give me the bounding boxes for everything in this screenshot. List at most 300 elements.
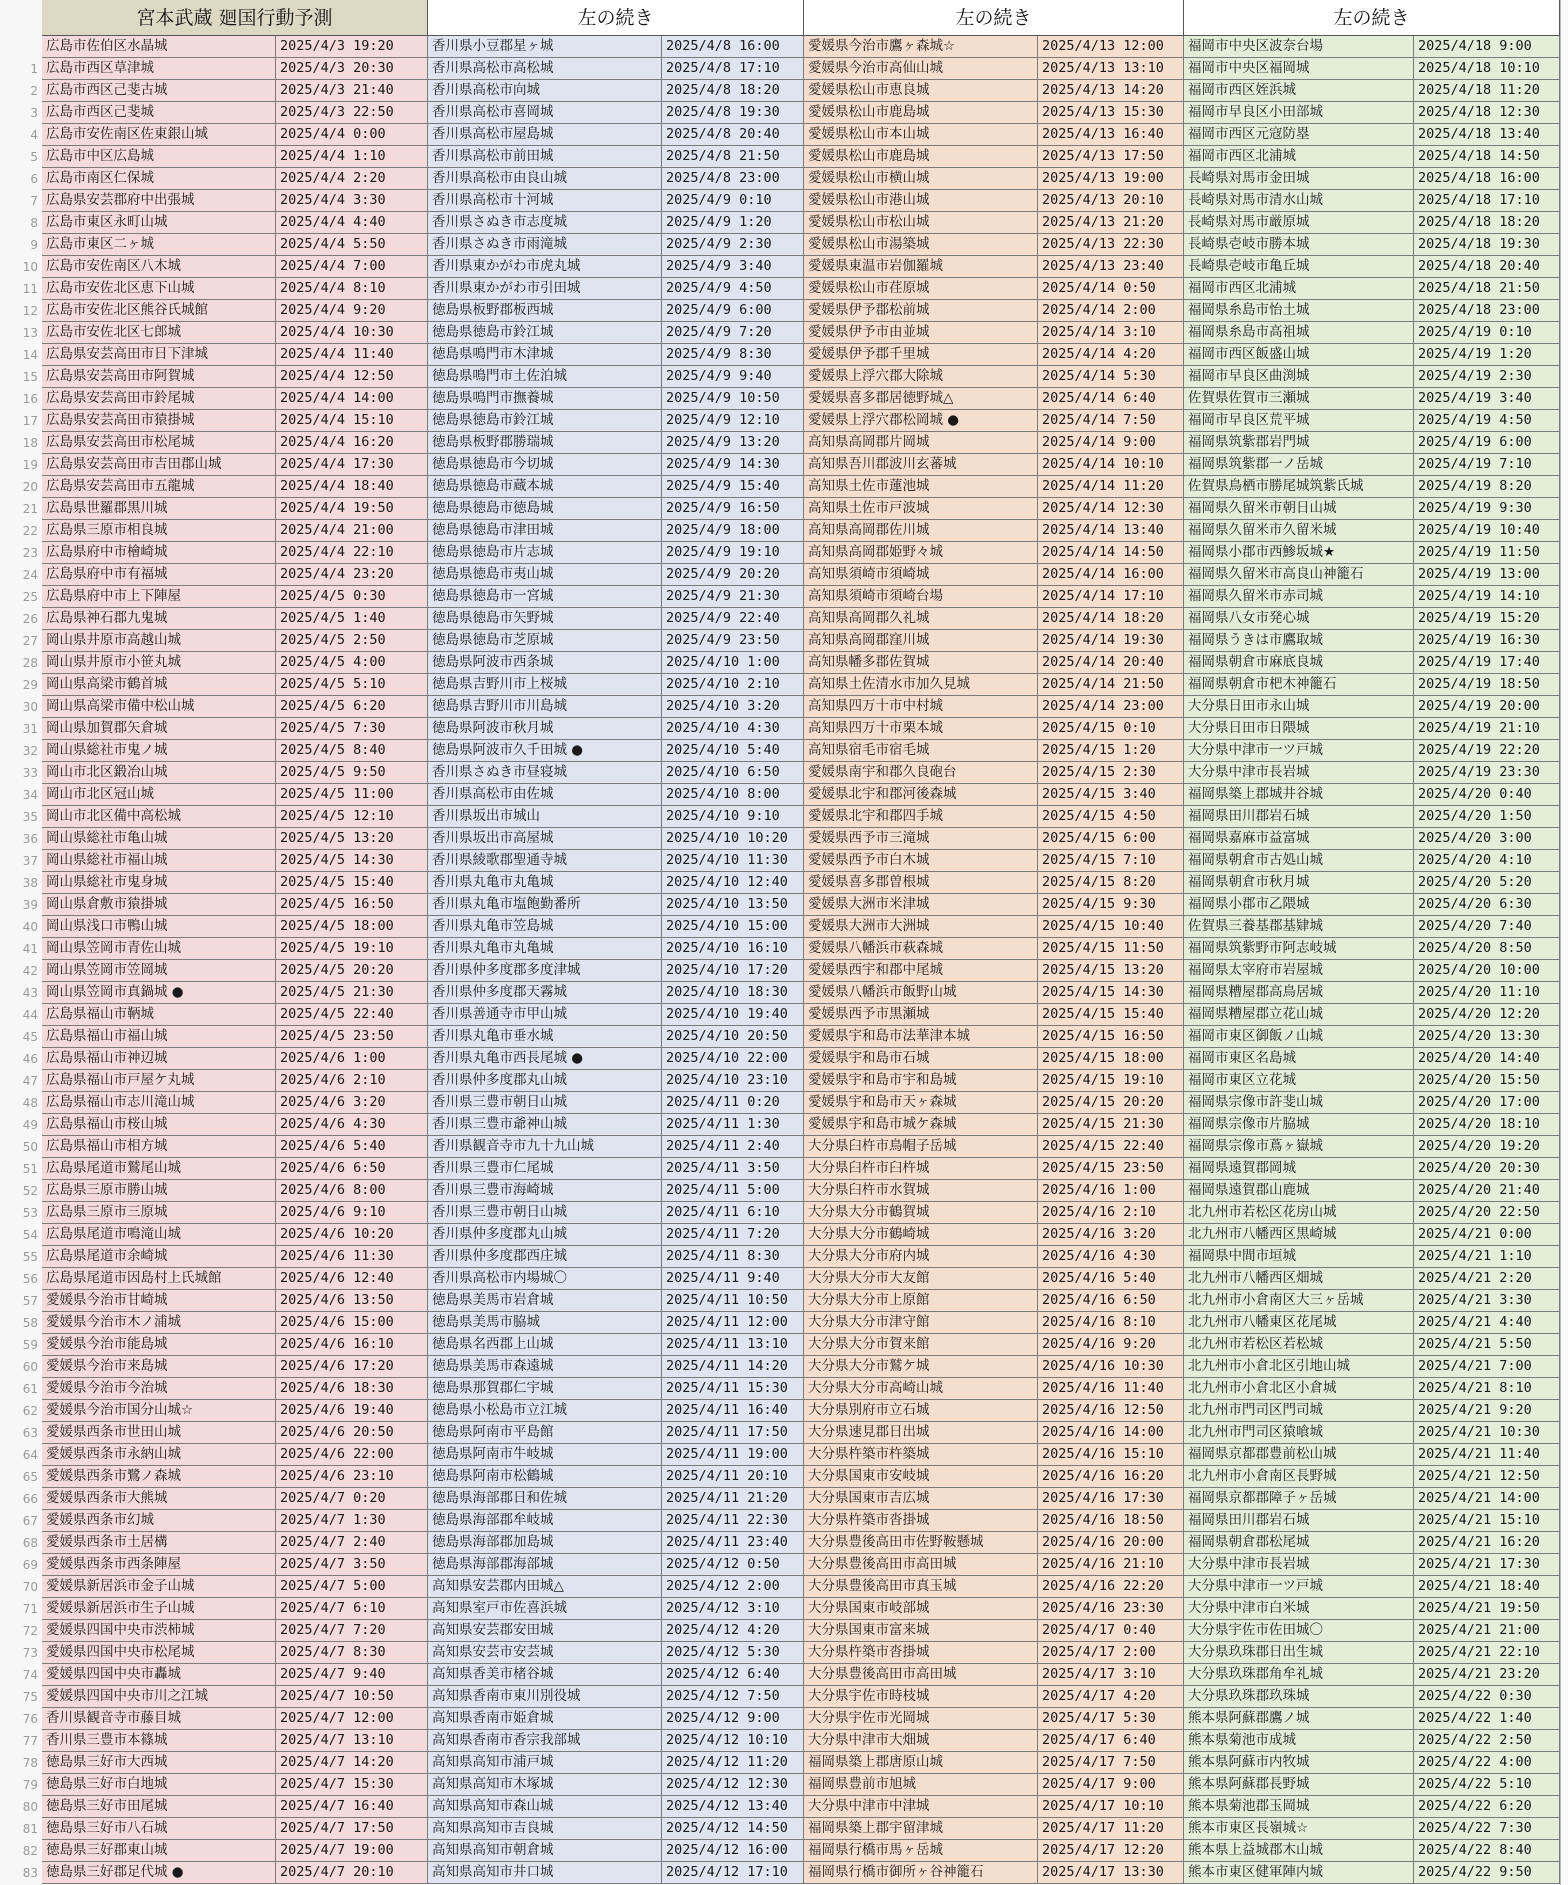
datetime-cell[interactable]: 2025/4/14 7:50 (1038, 410, 1184, 432)
datetime-cell[interactable]: 2025/4/9 8:30 (662, 344, 804, 366)
datetime-cell[interactable]: 2025/4/21 2:20 (1414, 1268, 1560, 1290)
datetime-cell[interactable]: 2025/4/12 2:00 (662, 1576, 804, 1598)
castle-name-cell[interactable]: 広島県福山市福山城 (42, 1026, 276, 1048)
castle-name-cell[interactable]: 岡山県高梁市備中松山城 (42, 696, 276, 718)
datetime-cell[interactable]: 2025/4/16 12:50 (1038, 1400, 1184, 1422)
datetime-cell[interactable]: 2025/4/13 17:50 (1038, 146, 1184, 168)
datetime-cell[interactable]: 2025/4/13 14:20 (1038, 80, 1184, 102)
castle-name-cell[interactable]: 高知県安芸市安芸城 (428, 1642, 662, 1664)
castle-name-cell[interactable]: 大分県大分市賀来館 (804, 1334, 1038, 1356)
castle-name-cell[interactable]: 高知県高知市朝倉城 (428, 1840, 662, 1862)
datetime-cell[interactable]: 2025/4/17 9:00 (1038, 1774, 1184, 1796)
castle-name-cell[interactable]: 広島県安芸高田市猿掛城 (42, 410, 276, 432)
castle-name-cell[interactable]: 福岡県行橋市馬ヶ岳城 (804, 1840, 1038, 1862)
castle-name-cell[interactable]: 愛媛県西予市三滝城 (804, 828, 1038, 850)
datetime-cell[interactable]: 2025/4/6 5:40 (276, 1136, 428, 1158)
castle-name-cell[interactable]: 広島市安佐北区恵下山城 (42, 278, 276, 300)
datetime-cell[interactable]: 2025/4/16 4:30 (1038, 1246, 1184, 1268)
castle-name-cell[interactable]: 徳島県徳島市蔵本城 (428, 476, 662, 498)
castle-name-cell[interactable]: 岡山県総社市鬼身城 (42, 872, 276, 894)
datetime-cell[interactable]: 2025/4/17 10:10 (1038, 1796, 1184, 1818)
castle-name-cell[interactable]: 福岡市西区飯盛山城 (1184, 344, 1414, 366)
castle-name-cell[interactable]: 福岡県田川郡岩石城 (1184, 1510, 1414, 1532)
datetime-cell[interactable]: 2025/4/15 8:20 (1038, 872, 1184, 894)
castle-name-cell[interactable]: 香川県仲多度郡丸山城 (428, 1070, 662, 1092)
datetime-cell[interactable]: 2025/4/13 23:40 (1038, 256, 1184, 278)
datetime-cell[interactable]: 2025/4/19 1:20 (1414, 344, 1560, 366)
castle-name-cell[interactable]: 高知県須崎市須崎城 (804, 564, 1038, 586)
castle-name-cell[interactable]: 大分県国東市安岐城 (804, 1466, 1038, 1488)
datetime-cell[interactable]: 2025/4/10 1:00 (662, 652, 804, 674)
datetime-cell[interactable]: 2025/4/21 16:20 (1414, 1532, 1560, 1554)
datetime-cell[interactable]: 2025/4/4 16:20 (276, 432, 428, 454)
datetime-cell[interactable]: 2025/4/15 14:30 (1038, 982, 1184, 1004)
castle-name-cell[interactable]: 徳島県海部郡加島城 (428, 1532, 662, 1554)
castle-name-cell[interactable]: 香川県三豊市本篠城 (42, 1730, 276, 1752)
castle-name-cell[interactable]: 大分県別府市立石城 (804, 1400, 1038, 1422)
castle-name-cell[interactable]: 福岡市東区名島城 (1184, 1048, 1414, 1070)
datetime-cell[interactable]: 2025/4/21 14:00 (1414, 1488, 1560, 1510)
datetime-cell[interactable]: 2025/4/6 9:10 (276, 1202, 428, 1224)
castle-name-cell[interactable]: 徳島県徳島市芝原城 (428, 630, 662, 652)
datetime-cell[interactable]: 2025/4/16 22:20 (1038, 1576, 1184, 1598)
datetime-cell[interactable]: 2025/4/14 18:20 (1038, 608, 1184, 630)
datetime-cell[interactable]: 2025/4/22 9:50 (1414, 1862, 1560, 1884)
castle-name-cell[interactable]: 福岡県豊前市旭城 (804, 1774, 1038, 1796)
datetime-cell[interactable]: 2025/4/9 12:10 (662, 410, 804, 432)
datetime-cell[interactable]: 2025/4/15 9:30 (1038, 894, 1184, 916)
datetime-cell[interactable]: 2025/4/4 2:20 (276, 168, 428, 190)
datetime-cell[interactable]: 2025/4/19 0:10 (1414, 322, 1560, 344)
castle-name-cell[interactable]: 大分県大分市津守館 (804, 1312, 1038, 1334)
datetime-cell[interactable]: 2025/4/18 17:10 (1414, 190, 1560, 212)
datetime-cell[interactable]: 2025/4/21 18:40 (1414, 1576, 1560, 1598)
castle-name-cell[interactable]: 香川県高松市内場城〇 (428, 1268, 662, 1290)
datetime-cell[interactable]: 2025/4/6 3:20 (276, 1092, 428, 1114)
datetime-cell[interactable]: 2025/4/19 18:50 (1414, 674, 1560, 696)
datetime-cell[interactable]: 2025/4/22 1:40 (1414, 1708, 1560, 1730)
datetime-cell[interactable]: 2025/4/16 10:30 (1038, 1356, 1184, 1378)
castle-name-cell[interactable]: 大分県豊後高田市高田城 (804, 1664, 1038, 1686)
castle-name-cell[interactable]: 福岡県小郡市乙隈城 (1184, 894, 1414, 916)
castle-name-cell[interactable]: 福岡県中間市垣城 (1184, 1246, 1414, 1268)
castle-name-cell[interactable]: 徳島県三好郡東山城 (42, 1840, 276, 1862)
castle-name-cell[interactable]: 香川県善通寺市甲山城 (428, 1004, 662, 1026)
datetime-cell[interactable]: 2025/4/12 0:50 (662, 1554, 804, 1576)
castle-name-cell[interactable]: 長崎県対馬市厳原城 (1184, 212, 1414, 234)
datetime-cell[interactable]: 2025/4/19 3:40 (1414, 388, 1560, 410)
datetime-cell[interactable]: 2025/4/4 17:30 (276, 454, 428, 476)
castle-name-cell[interactable]: 高知県土佐市戸波城 (804, 498, 1038, 520)
castle-name-cell[interactable]: 徳島県三好市大西城 (42, 1752, 276, 1774)
castle-name-cell[interactable]: 愛媛県東温市岩伽羅城 (804, 256, 1038, 278)
datetime-cell[interactable]: 2025/4/22 8:40 (1414, 1840, 1560, 1862)
datetime-cell[interactable]: 2025/4/4 9:20 (276, 300, 428, 322)
datetime-cell[interactable]: 2025/4/18 10:10 (1414, 58, 1560, 80)
datetime-cell[interactable]: 2025/4/15 3:40 (1038, 784, 1184, 806)
datetime-cell[interactable]: 2025/4/4 3:30 (276, 190, 428, 212)
datetime-cell[interactable]: 2025/4/16 14:00 (1038, 1422, 1184, 1444)
castle-name-cell[interactable]: 愛媛県今治市国分山城☆ (42, 1400, 276, 1422)
datetime-cell[interactable]: 2025/4/6 20:50 (276, 1422, 428, 1444)
datetime-cell[interactable]: 2025/4/14 12:30 (1038, 498, 1184, 520)
datetime-cell[interactable]: 2025/4/9 9:40 (662, 366, 804, 388)
castle-name-cell[interactable]: 愛媛県伊予郡千里城 (804, 344, 1038, 366)
datetime-cell[interactable]: 2025/4/7 17:50 (276, 1818, 428, 1840)
datetime-cell[interactable]: 2025/4/13 19:00 (1038, 168, 1184, 190)
castle-name-cell[interactable]: 広島市東区二ヶ城 (42, 234, 276, 256)
datetime-cell[interactable]: 2025/4/16 15:10 (1038, 1444, 1184, 1466)
datetime-cell[interactable]: 2025/4/21 15:10 (1414, 1510, 1560, 1532)
castle-name-cell[interactable]: 徳島県阿波市西条城 (428, 652, 662, 674)
castle-name-cell[interactable]: 香川県小豆郡星ヶ城 (428, 36, 662, 58)
castle-name-cell[interactable]: 広島県尾道市鳴滝山城 (42, 1224, 276, 1246)
datetime-cell[interactable]: 2025/4/9 23:50 (662, 630, 804, 652)
castle-name-cell[interactable]: 徳島県海部郡海部城 (428, 1554, 662, 1576)
castle-name-cell[interactable]: 愛媛県四国中央市松尾城 (42, 1642, 276, 1664)
castle-name-cell[interactable]: 香川県さぬき市志度城 (428, 212, 662, 234)
castle-name-cell[interactable]: 香川県仲多度郡丸山城 (428, 1224, 662, 1246)
datetime-cell[interactable]: 2025/4/20 13:30 (1414, 1026, 1560, 1048)
castle-name-cell[interactable]: 愛媛県宇和島市宇和島城 (804, 1070, 1038, 1092)
castle-name-cell[interactable]: 福岡県筑紫郡岩門城 (1184, 432, 1414, 454)
datetime-cell[interactable]: 2025/4/15 6:00 (1038, 828, 1184, 850)
castle-name-cell[interactable]: 大分県大分市鶴崎城 (804, 1224, 1038, 1246)
castle-name-cell[interactable]: 福岡県筑紫郡一ノ岳城 (1184, 454, 1414, 476)
datetime-cell[interactable]: 2025/4/15 15:40 (1038, 1004, 1184, 1026)
datetime-cell[interactable]: 2025/4/22 4:00 (1414, 1752, 1560, 1774)
castle-name-cell[interactable]: 徳島県徳島市鈴江城 (428, 410, 662, 432)
datetime-cell[interactable]: 2025/4/16 21:10 (1038, 1554, 1184, 1576)
castle-name-cell[interactable]: 広島県世羅郡黒川城 (42, 498, 276, 520)
datetime-cell[interactable]: 2025/4/4 1:10 (276, 146, 428, 168)
datetime-cell[interactable]: 2025/4/12 13:40 (662, 1796, 804, 1818)
castle-name-cell[interactable]: 大分県中津市一ツ戸城 (1184, 1576, 1414, 1598)
datetime-cell[interactable]: 2025/4/7 14:20 (276, 1752, 428, 1774)
datetime-cell[interactable]: 2025/4/20 1:50 (1414, 806, 1560, 828)
datetime-cell[interactable]: 2025/4/9 18:00 (662, 520, 804, 542)
castle-name-cell[interactable]: 高知県高岡郡佐川城 (804, 520, 1038, 542)
castle-name-cell[interactable]: 岡山県浅口市鴨山城 (42, 916, 276, 938)
castle-name-cell[interactable]: 北九州市若松区花房山城 (1184, 1202, 1414, 1224)
castle-name-cell[interactable]: 徳島県徳島市一宮城 (428, 586, 662, 608)
datetime-cell[interactable]: 2025/4/8 19:30 (662, 102, 804, 124)
castle-name-cell[interactable]: 愛媛県松山市鹿島城 (804, 102, 1038, 124)
castle-name-cell[interactable]: 大分県豊後高田市佐野鞍懸城 (804, 1532, 1038, 1554)
castle-name-cell[interactable]: 大分県宇佐市光岡城 (804, 1708, 1038, 1730)
datetime-cell[interactable]: 2025/4/11 3:50 (662, 1158, 804, 1180)
castle-name-cell[interactable]: 徳島県吉野川市川島城 (428, 696, 662, 718)
castle-name-cell[interactable]: 徳島県名西郡上山城 (428, 1334, 662, 1356)
datetime-cell[interactable]: 2025/4/21 0:00 (1414, 1224, 1560, 1246)
datetime-cell[interactable]: 2025/4/4 10:30 (276, 322, 428, 344)
castle-name-cell[interactable]: 徳島県徳島市夷山城 (428, 564, 662, 586)
castle-name-cell[interactable]: 大分県臼杵市水賀城 (804, 1180, 1038, 1202)
datetime-cell[interactable]: 2025/4/18 19:30 (1414, 234, 1560, 256)
datetime-cell[interactable]: 2025/4/6 4:30 (276, 1114, 428, 1136)
datetime-cell[interactable]: 2025/4/17 4:20 (1038, 1686, 1184, 1708)
datetime-cell[interactable]: 2025/4/9 21:30 (662, 586, 804, 608)
datetime-cell[interactable]: 2025/4/3 22:50 (276, 102, 428, 124)
castle-name-cell[interactable]: 愛媛県今治市能島城 (42, 1334, 276, 1356)
datetime-cell[interactable]: 2025/4/11 14:20 (662, 1356, 804, 1378)
datetime-cell[interactable]: 2025/4/8 23:00 (662, 168, 804, 190)
datetime-cell[interactable]: 2025/4/11 10:50 (662, 1290, 804, 1312)
datetime-cell[interactable]: 2025/4/20 11:10 (1414, 982, 1560, 1004)
datetime-cell[interactable]: 2025/4/6 10:20 (276, 1224, 428, 1246)
castle-name-cell[interactable]: 愛媛県松山市本山城 (804, 124, 1038, 146)
datetime-cell[interactable]: 2025/4/18 16:00 (1414, 168, 1560, 190)
datetime-cell[interactable]: 2025/4/18 11:20 (1414, 80, 1560, 102)
castle-name-cell[interactable]: 大分県宇佐市佐田城〇 (1184, 1620, 1414, 1642)
datetime-cell[interactable]: 2025/4/16 17:30 (1038, 1488, 1184, 1510)
castle-name-cell[interactable]: 大分県日田市日隈城 (1184, 718, 1414, 740)
datetime-cell[interactable]: 2025/4/4 15:10 (276, 410, 428, 432)
datetime-cell[interactable]: 2025/4/6 23:10 (276, 1466, 428, 1488)
castle-name-cell[interactable]: 徳島県阿南市牛岐城 (428, 1444, 662, 1466)
castle-name-cell[interactable]: 広島県安芸高田市鈴尾城 (42, 388, 276, 410)
castle-name-cell[interactable]: 岡山県井原市高越山城 (42, 630, 276, 652)
castle-name-cell[interactable]: 愛媛県八幡浜市飯野山城 (804, 982, 1038, 1004)
datetime-cell[interactable]: 2025/4/19 14:10 (1414, 586, 1560, 608)
castle-name-cell[interactable]: 広島市南区仁保城 (42, 168, 276, 190)
castle-name-cell[interactable]: 香川県丸亀市塩飽勤番所 (428, 894, 662, 916)
datetime-cell[interactable]: 2025/4/10 17:20 (662, 960, 804, 982)
castle-name-cell[interactable]: 熊本市東区長嶺城☆ (1184, 1818, 1414, 1840)
castle-name-cell[interactable]: 岡山県笠岡市青佐山城 (42, 938, 276, 960)
castle-name-cell[interactable]: 愛媛県松山市湯築城 (804, 234, 1038, 256)
datetime-cell[interactable]: 2025/4/6 2:10 (276, 1070, 428, 1092)
datetime-cell[interactable]: 2025/4/21 1:10 (1414, 1246, 1560, 1268)
datetime-cell[interactable]: 2025/4/10 20:50 (662, 1026, 804, 1048)
datetime-cell[interactable]: 2025/4/7 19:00 (276, 1840, 428, 1862)
castle-name-cell[interactable]: 愛媛県大洲市米津城 (804, 894, 1038, 916)
castle-name-cell[interactable]: 熊本県阿蘇郡長野城 (1184, 1774, 1414, 1796)
castle-name-cell[interactable]: 愛媛県宇和島市法華津本城 (804, 1026, 1038, 1048)
datetime-cell[interactable]: 2025/4/20 20:30 (1414, 1158, 1560, 1180)
castle-name-cell[interactable]: 徳島県鳴門市土佐泊城 (428, 366, 662, 388)
datetime-cell[interactable]: 2025/4/10 22:00 (662, 1048, 804, 1070)
castle-name-cell[interactable]: 福岡県京都郡障子ヶ岳城 (1184, 1488, 1414, 1510)
castle-name-cell[interactable]: 広島県安芸高田市吉田郡山城 (42, 454, 276, 476)
castle-name-cell[interactable]: 北九州市門司区門司城 (1184, 1400, 1414, 1422)
castle-name-cell[interactable]: 香川県観音寺市藤目城 (42, 1708, 276, 1730)
castle-name-cell[interactable]: 岡山県加賀郡矢倉城 (42, 718, 276, 740)
castle-name-cell[interactable]: 香川県綾歌郡聖通寺城 (428, 850, 662, 872)
castle-name-cell[interactable]: 広島市佐伯区水晶城 (42, 36, 276, 58)
datetime-cell[interactable]: 2025/4/11 8:30 (662, 1246, 804, 1268)
datetime-cell[interactable]: 2025/4/16 1:00 (1038, 1180, 1184, 1202)
castle-name-cell[interactable]: 愛媛県喜多郡居徳野城△ (804, 388, 1038, 410)
castle-name-cell[interactable]: 徳島県小松島市立江城 (428, 1400, 662, 1422)
castle-name-cell[interactable]: 大分県杵築市沓掛城 (804, 1510, 1038, 1532)
castle-name-cell[interactable]: 岡山市北区鍛冶山城 (42, 762, 276, 784)
datetime-cell[interactable]: 2025/4/5 7:30 (276, 718, 428, 740)
datetime-cell[interactable]: 2025/4/14 23:00 (1038, 696, 1184, 718)
castle-name-cell[interactable]: 香川県観音寺市九十九山城 (428, 1136, 662, 1158)
datetime-cell[interactable]: 2025/4/16 20:00 (1038, 1532, 1184, 1554)
datetime-cell[interactable]: 2025/4/12 3:10 (662, 1598, 804, 1620)
castle-name-cell[interactable]: 岡山県倉敷市猿掛城 (42, 894, 276, 916)
datetime-cell[interactable]: 2025/4/11 2:40 (662, 1136, 804, 1158)
castle-name-cell[interactable]: 福岡県朝倉郡松尾城 (1184, 1532, 1414, 1554)
datetime-cell[interactable]: 2025/4/17 6:40 (1038, 1730, 1184, 1752)
castle-name-cell[interactable]: 愛媛県松山市荏原城 (804, 278, 1038, 300)
castle-name-cell[interactable]: 熊本市東区健軍陣内城 (1184, 1862, 1414, 1884)
castle-name-cell[interactable]: 香川県高松市前田城 (428, 146, 662, 168)
castle-name-cell[interactable]: 大分県玖珠郡玖珠城 (1184, 1686, 1414, 1708)
datetime-cell[interactable]: 2025/4/21 3:30 (1414, 1290, 1560, 1312)
datetime-cell[interactable]: 2025/4/5 15:40 (276, 872, 428, 894)
castle-name-cell[interactable]: 熊本県阿蘇市内牧城 (1184, 1752, 1414, 1774)
castle-name-cell[interactable]: 香川県高松市由佐城 (428, 784, 662, 806)
castle-name-cell[interactable]: 広島県府中市有福城 (42, 564, 276, 586)
castle-name-cell[interactable]: 香川県三豊市朝日山城 (428, 1202, 662, 1224)
datetime-cell[interactable]: 2025/4/7 5:00 (276, 1576, 428, 1598)
datetime-cell[interactable]: 2025/4/13 20:10 (1038, 190, 1184, 212)
datetime-cell[interactable]: 2025/4/20 8:50 (1414, 938, 1560, 960)
datetime-cell[interactable]: 2025/4/14 4:20 (1038, 344, 1184, 366)
datetime-cell[interactable]: 2025/4/4 21:00 (276, 520, 428, 542)
datetime-cell[interactable]: 2025/4/11 6:10 (662, 1202, 804, 1224)
datetime-cell[interactable]: 2025/4/6 18:30 (276, 1378, 428, 1400)
castle-name-cell[interactable]: 高知県幡多郡佐賀城 (804, 652, 1038, 674)
castle-name-cell[interactable]: 香川県丸亀市丸亀城 (428, 872, 662, 894)
castle-name-cell[interactable]: 岡山県総社市福山城 (42, 850, 276, 872)
datetime-cell[interactable]: 2025/4/9 10:50 (662, 388, 804, 410)
datetime-cell[interactable]: 2025/4/14 19:30 (1038, 630, 1184, 652)
datetime-cell[interactable]: 2025/4/17 12:20 (1038, 1840, 1184, 1862)
castle-name-cell[interactable]: 福岡県朝倉市麻底良城 (1184, 652, 1414, 674)
datetime-cell[interactable]: 2025/4/5 8:40 (276, 740, 428, 762)
datetime-cell[interactable]: 2025/4/5 4:00 (276, 652, 428, 674)
datetime-cell[interactable]: 2025/4/10 4:30 (662, 718, 804, 740)
datetime-cell[interactable]: 2025/4/5 0:30 (276, 586, 428, 608)
castle-name-cell[interactable]: 福岡市西区元寇防塁 (1184, 124, 1414, 146)
castle-name-cell[interactable]: 香川県さぬき市雨滝城 (428, 234, 662, 256)
datetime-cell[interactable]: 2025/4/20 18:10 (1414, 1114, 1560, 1136)
castle-name-cell[interactable]: 広島県尾道市因島村上氏城館 (42, 1268, 276, 1290)
datetime-cell[interactable]: 2025/4/5 22:40 (276, 1004, 428, 1026)
datetime-cell[interactable]: 2025/4/14 10:10 (1038, 454, 1184, 476)
datetime-cell[interactable]: 2025/4/19 20:00 (1414, 696, 1560, 718)
datetime-cell[interactable]: 2025/4/10 2:10 (662, 674, 804, 696)
castle-name-cell[interactable]: 愛媛県今治市今治城 (42, 1378, 276, 1400)
castle-name-cell[interactable]: 大分県大分市鷲ケ城 (804, 1356, 1038, 1378)
datetime-cell[interactable]: 2025/4/17 5:30 (1038, 1708, 1184, 1730)
datetime-cell[interactable]: 2025/4/21 9:20 (1414, 1400, 1560, 1422)
castle-name-cell[interactable]: 福岡県糟屋郡立花山城 (1184, 1004, 1414, 1026)
datetime-cell[interactable]: 2025/4/10 13:50 (662, 894, 804, 916)
datetime-cell[interactable]: 2025/4/14 20:40 (1038, 652, 1184, 674)
castle-name-cell[interactable]: 広島市東区永町山城 (42, 212, 276, 234)
castle-name-cell[interactable]: 徳島県三好市田尾城 (42, 1796, 276, 1818)
castle-name-cell[interactable]: 熊本県菊池郡玉岡城 (1184, 1796, 1414, 1818)
datetime-cell[interactable]: 2025/4/9 2:30 (662, 234, 804, 256)
castle-name-cell[interactable]: 福岡県久留米市久留米城 (1184, 520, 1414, 542)
castle-name-cell[interactable]: 香川県三豊市海崎城 (428, 1180, 662, 1202)
castle-name-cell[interactable]: 高知県香南市香宗我部城 (428, 1730, 662, 1752)
castle-name-cell[interactable]: 愛媛県松山市横山城 (804, 168, 1038, 190)
datetime-cell[interactable]: 2025/4/10 10:20 (662, 828, 804, 850)
datetime-cell[interactable]: 2025/4/19 17:40 (1414, 652, 1560, 674)
datetime-cell[interactable]: 2025/4/5 11:00 (276, 784, 428, 806)
castle-name-cell[interactable]: 大分県中津市白米城 (1184, 1598, 1414, 1620)
castle-name-cell[interactable]: 大分県臼杵市鳥帽子岳城 (804, 1136, 1038, 1158)
datetime-cell[interactable]: 2025/4/6 16:10 (276, 1334, 428, 1356)
castle-name-cell[interactable]: 愛媛県西宇和郡中尾城 (804, 960, 1038, 982)
datetime-cell[interactable]: 2025/4/14 5:30 (1038, 366, 1184, 388)
castle-name-cell[interactable]: 福岡市中央区波奈台場 (1184, 36, 1414, 58)
castle-name-cell[interactable]: 高知県吾川郡波川玄蕃城 (804, 454, 1038, 476)
datetime-cell[interactable]: 2025/4/3 21:40 (276, 80, 428, 102)
castle-name-cell[interactable]: 愛媛県四国中央市渋柿城 (42, 1620, 276, 1642)
castle-name-cell[interactable]: 北九州市小倉北区引地山城 (1184, 1356, 1414, 1378)
datetime-cell[interactable]: 2025/4/5 21:30 (276, 982, 428, 1004)
castle-name-cell[interactable]: 大分県玖珠郡日出生城 (1184, 1642, 1414, 1664)
datetime-cell[interactable]: 2025/4/4 12:50 (276, 366, 428, 388)
datetime-cell[interactable]: 2025/4/17 2:00 (1038, 1642, 1184, 1664)
castle-name-cell[interactable]: 福岡県久留米市高良山神籠石 (1184, 564, 1414, 586)
castle-name-cell[interactable]: 高知県高知市吉良城 (428, 1818, 662, 1840)
datetime-cell[interactable]: 2025/4/21 17:30 (1414, 1554, 1560, 1576)
castle-name-cell[interactable]: 香川県丸亀市垂水城 (428, 1026, 662, 1048)
castle-name-cell[interactable]: 徳島県阿南市平島館 (428, 1422, 662, 1444)
castle-name-cell[interactable]: 広島市安佐南区八木城 (42, 256, 276, 278)
castle-name-cell[interactable]: 愛媛県西条市幻城 (42, 1510, 276, 1532)
datetime-cell[interactable]: 2025/4/20 10:00 (1414, 960, 1560, 982)
datetime-cell[interactable]: 2025/4/19 4:50 (1414, 410, 1560, 432)
castle-name-cell[interactable]: 岡山市北区備中高松城 (42, 806, 276, 828)
datetime-cell[interactable]: 2025/4/6 17:20 (276, 1356, 428, 1378)
castle-name-cell[interactable]: 広島県神石郡九鬼城 (42, 608, 276, 630)
castle-name-cell[interactable]: 福岡県朝倉市杷木神籠石 (1184, 674, 1414, 696)
datetime-cell[interactable]: 2025/4/11 19:00 (662, 1444, 804, 1466)
castle-name-cell[interactable]: 愛媛県今治市来島城 (42, 1356, 276, 1378)
castle-name-cell[interactable]: 香川県丸亀市西長尾城 ● (428, 1048, 662, 1070)
castle-name-cell[interactable]: 福岡県築上郡宇留津城 (804, 1818, 1038, 1840)
datetime-cell[interactable]: 2025/4/20 19:20 (1414, 1136, 1560, 1158)
castle-name-cell[interactable]: 福岡県京都郡豊前松山城 (1184, 1444, 1414, 1466)
castle-name-cell[interactable]: 高知県四万十市中村城 (804, 696, 1038, 718)
datetime-cell[interactable]: 2025/4/13 13:10 (1038, 58, 1184, 80)
datetime-cell[interactable]: 2025/4/22 7:30 (1414, 1818, 1560, 1840)
datetime-cell[interactable]: 2025/4/7 3:50 (276, 1554, 428, 1576)
datetime-cell[interactable]: 2025/4/16 5:40 (1038, 1268, 1184, 1290)
castle-name-cell[interactable]: 福岡県小郡市西鯵坂城★ (1184, 542, 1414, 564)
castle-name-cell[interactable]: 福岡県糸島市怡土城 (1184, 300, 1414, 322)
datetime-cell[interactable]: 2025/4/8 18:20 (662, 80, 804, 102)
datetime-cell[interactable]: 2025/4/4 11:40 (276, 344, 428, 366)
datetime-cell[interactable]: 2025/4/4 7:00 (276, 256, 428, 278)
datetime-cell[interactable]: 2025/4/10 23:10 (662, 1070, 804, 1092)
castle-name-cell[interactable]: 広島市安佐北区熊谷氏城館 (42, 300, 276, 322)
datetime-cell[interactable]: 2025/4/22 0:30 (1414, 1686, 1560, 1708)
header-cell-0[interactable]: 宮本武蔵 廻国行動予測 (42, 0, 428, 36)
datetime-cell[interactable]: 2025/4/8 17:10 (662, 58, 804, 80)
datetime-cell[interactable]: 2025/4/9 22:40 (662, 608, 804, 630)
castle-name-cell[interactable]: 高知県安芸郡安田城 (428, 1620, 662, 1642)
castle-name-cell[interactable]: 高知県宿毛市宿毛城 (804, 740, 1038, 762)
castle-name-cell[interactable]: 福岡県糸島市高祖城 (1184, 322, 1414, 344)
datetime-cell[interactable]: 2025/4/7 20:10 (276, 1862, 428, 1884)
datetime-cell[interactable]: 2025/4/14 9:00 (1038, 432, 1184, 454)
datetime-cell[interactable]: 2025/4/5 12:10 (276, 806, 428, 828)
castle-name-cell[interactable]: 福岡県うきは市鷹取城 (1184, 630, 1414, 652)
datetime-cell[interactable]: 2025/4/21 22:10 (1414, 1642, 1560, 1664)
datetime-cell[interactable]: 2025/4/6 19:40 (276, 1400, 428, 1422)
castle-name-cell[interactable]: 愛媛県松山市港山城 (804, 190, 1038, 212)
